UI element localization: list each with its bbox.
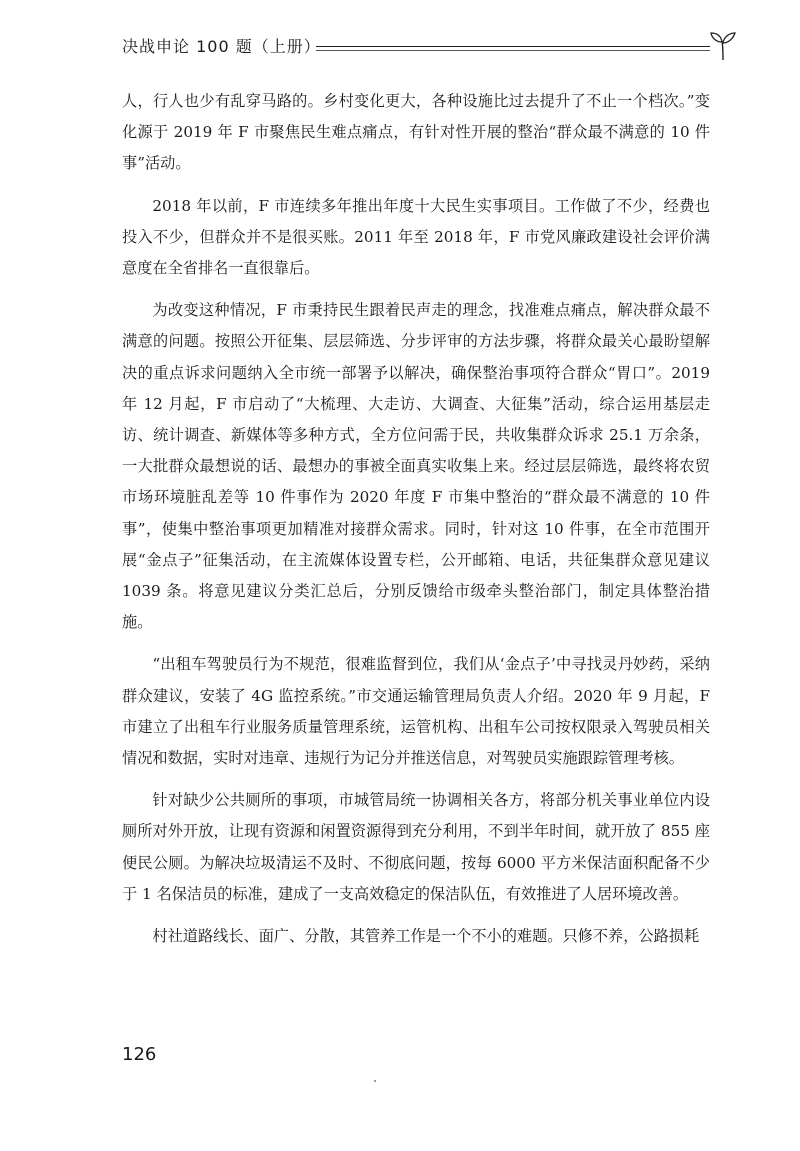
- paragraph: 人，行人也少有乱穿马路的。乡村变化更大，各种设施比过去提升了不止一个档次。”变化源于 2019 年 F 市聚焦民生难点痛点，有针对性开展的整治“群众最不满意的 10 件事”活动。: [122, 92, 710, 173]
- paragraph: 为改变这种情况，F 市秉持民生跟着民声走的理念，找准难点痛点，解决群众最不满意的问题。按照公开征集、层层筛选、分步评审的方法步骤，将群众最关心最盼望解决的重点诉求问题纳入全市统一部署予以解决，确保整治事项符合群众“胃口”。2019 年 12 月起，F 市启动了“大梳理、大走访、大调查、大征集”活动，综合运用基层走访、统计调查、新媒体等多种方式，全方位问需于民，共收集群众诉求 25.1 万余条，一大批群众最想说的话、最想办的事被全面真实收集上来。经过层层筛选，最终将农贸市场环境脏乱差等 10 件事作为 2020 年度 F 市集中整治的“群众最不满意的 10 件事”，使集中整治事项更加精准对接群众需求。同时，针对这 10 件事，在全市范围开展“金点子”征集活动，在主流媒体设置专栏，公开邮箱、电话，共征集群众意见建议 1039 条。将意见建议分类汇总后，分别反馈给市级牵头整治部门，制定具体整治措施。: [122, 301, 710, 632]
- running-header: [122, 28, 732, 64]
- paragraph: “出租车驾驶员行为不规范，很难监督到位，我们从‘金点子’中寻找灵丹妙药，采纳群众建议，安装了 4G 监控系统。”市交通运输管理局负责人介绍。2020 年 9 月起，F 市建立了出租车行业服务质量管理系统，运管机构、出租车公司按权限录入驾驶员相关情况和数据，实时对违章、违规行为记分并推送信息，对驾驶员实施跟踪管理考核。: [122, 655, 710, 768]
- paragraph: 针对缺少公共厕所的事项，市城管局统一协调相关各方，将部分机关事业单位内设厕所对外开放，让现有资源和闲置资源得到充分利用，不到半年时间，就开放了 855 座便民公厕。为解决垃圾清运不及时、不彻底问题，按每 6000 平方米保洁面积配备不少于 1 名保洁员的标准，建成了一支高效稳定的保洁队伍，有效推进了人居环境改善。: [122, 791, 710, 903]
- book-title: 决战申论 100 题（上册）: [122, 37, 321, 56]
- header-rule: [316, 46, 710, 47]
- sprout-leaf-icon: [708, 30, 738, 62]
- scan-speck: [374, 1080, 376, 1082]
- header-rule-thin: [316, 50, 710, 51]
- page-number: 126: [122, 1044, 157, 1065]
- paragraph: 村社道路线长、面广、分散，其管养工作是一个不小的难题。只修不养，公路损耗: [152, 927, 700, 946]
- paragraph: 2018 年以前，F 市连续多年推出年度十大民生实事项目。工作做了不少，经费也投入不少，但群众并不是很买账。2011 年至 2018 年，F 市党风廉政建设社会评价满意度在全省排名一直很靠后。: [122, 196, 710, 278]
- article-body: [122, 86, 710, 963]
